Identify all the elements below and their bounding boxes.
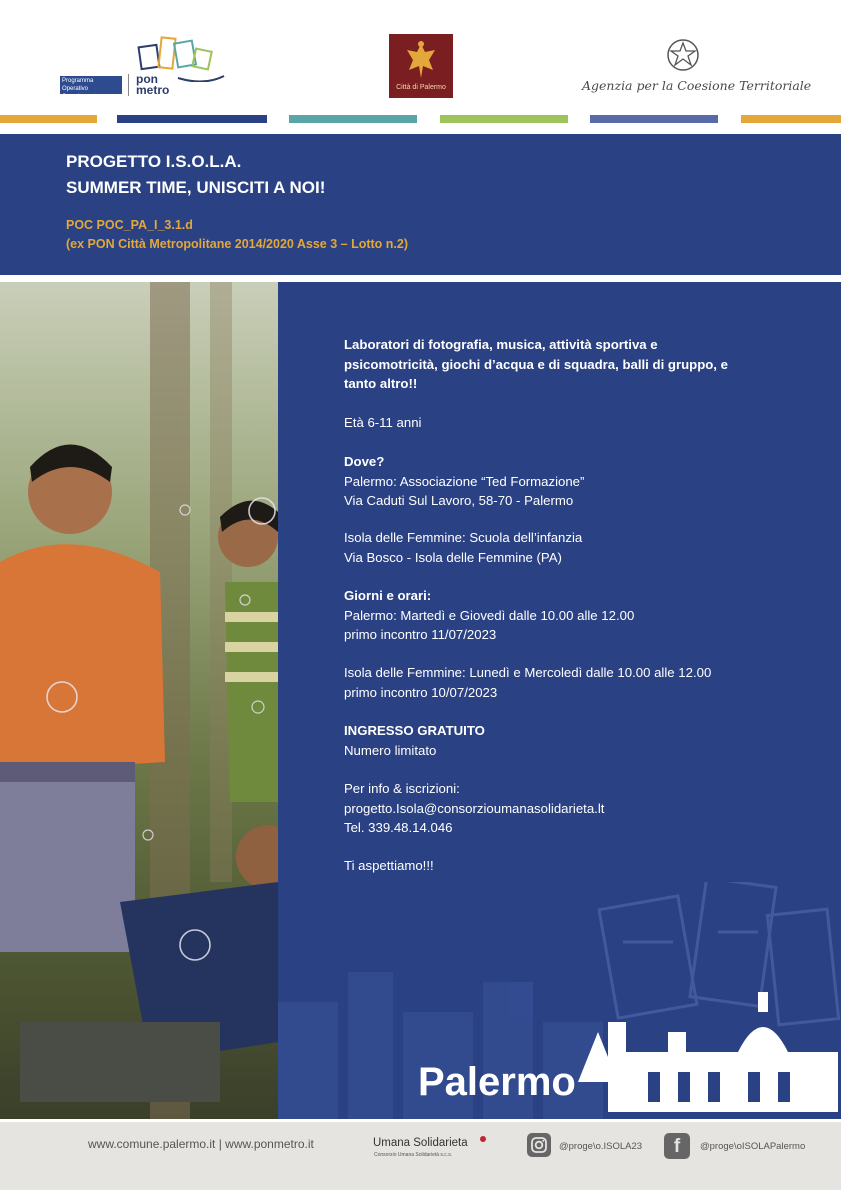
poc-logo: Programma Operativo Complementare [60, 76, 122, 94]
stripe-segment [0, 115, 97, 123]
schedule-isola-days: Isola delle Femmine: Lunedì e Mercoledì dalle 10.00 alle 12.00 [344, 665, 712, 680]
instagram-icon [527, 1133, 551, 1157]
city-logo-label: Città di Palermo [396, 84, 446, 91]
pon-metro-label: pon metro [136, 72, 170, 97]
palermo-logotype: Palermo [418, 1060, 576, 1104]
schedule-heading: Giorni e orari: [344, 588, 432, 603]
age-range: Età 6-11 anni [344, 415, 422, 430]
stripe-segment [590, 115, 718, 123]
stripe-segment [289, 115, 417, 123]
italian-republic-emblem-icon [666, 38, 700, 72]
project-title: PROGETTO I.S.O.L.A. [66, 152, 242, 171]
agency-label: Agenzia per la Coesione Territoriale [582, 78, 812, 93]
venue-isola-name: Isola delle Femmine: Scuola dell’infanzia [344, 530, 583, 545]
stripe-segment [440, 115, 568, 123]
project-subtitle: SUMMER TIME, UNISCITI A NOI! [66, 178, 326, 197]
venue-isola [344, 528, 582, 567]
stripe-segment [117, 115, 267, 123]
schedule-section [344, 586, 634, 645]
schedule-palermo: Palermo: Martedì e Giovedì dalle 10.00 alle 12.00 [344, 607, 635, 623]
children-bubbles-photo [0, 282, 278, 1119]
footer-websites[interactable]: www.comune.palermo.it | www.ponmetro.it [88, 1137, 314, 1151]
contact-phone[interactable]: Tel. 339.48.14.046 [344, 820, 453, 835]
entry-section [344, 721, 485, 760]
umana-solidarieta-logo: Umana Solidarieta [373, 1137, 468, 1149]
contact-email[interactable]: progetto.Isola@consorzioumanasolidarieta.lt [344, 800, 605, 816]
project-code: POC POC_PA_I_3.1.d [66, 218, 193, 232]
stripe-segment [741, 115, 841, 123]
activities-description [344, 335, 728, 394]
activities-line: tanto altro!! [344, 376, 418, 391]
umana-solidarieta-subtitle: Consorzio Umana Solidarietà s.c.s. [374, 1152, 453, 1158]
schedule-palermo-first: primo incontro 11/07/2023 [344, 627, 497, 642]
activities-line: psicomotricità, giochi d’acqua e di squadra, balli di gruppo, e [344, 356, 728, 372]
closing-message: Ti aspettiamo!!! [344, 858, 434, 873]
schedule-isola [344, 663, 711, 702]
schedule-isola-first: primo incontro 10/07/2023 [344, 684, 498, 700]
facebook-handle[interactable]: @proge\oISOLAPalermo [700, 1141, 806, 1152]
contact-heading: Per info & iscrizioni: [344, 781, 460, 796]
logo-divider [128, 74, 129, 96]
venue-palermo-name: Palermo: Associazione “Ted Formazione” [344, 473, 585, 489]
umana-heart-icon [480, 1136, 486, 1142]
where-section [344, 452, 584, 511]
free-entry-heading: INGRESSO GRATUITO [344, 723, 485, 738]
facebook-icon: f [664, 1133, 690, 1159]
limited-places: Numero limitato [344, 742, 437, 758]
instagram-glyph-icon [527, 1133, 551, 1157]
instagram-handle[interactable]: @proge\o.ISOLA23 [559, 1141, 643, 1152]
where-heading: Dove? [344, 454, 385, 469]
activities-line: Laboratori di fotografia, musica, attività sportiva e [344, 337, 658, 352]
venue-palermo-address: Via Caduti Sul Lavoro, 58-70 - Palermo [344, 493, 574, 508]
contact-section [344, 779, 604, 838]
project-funding-note: (ex PON Città Metropolitane 2014/2020 Asse 3 – Lotto n.2) [66, 237, 408, 251]
photo-illustration [0, 282, 278, 1119]
venue-isola-address: Via Bosco - Isola delle Femmine (PA) [344, 549, 562, 565]
